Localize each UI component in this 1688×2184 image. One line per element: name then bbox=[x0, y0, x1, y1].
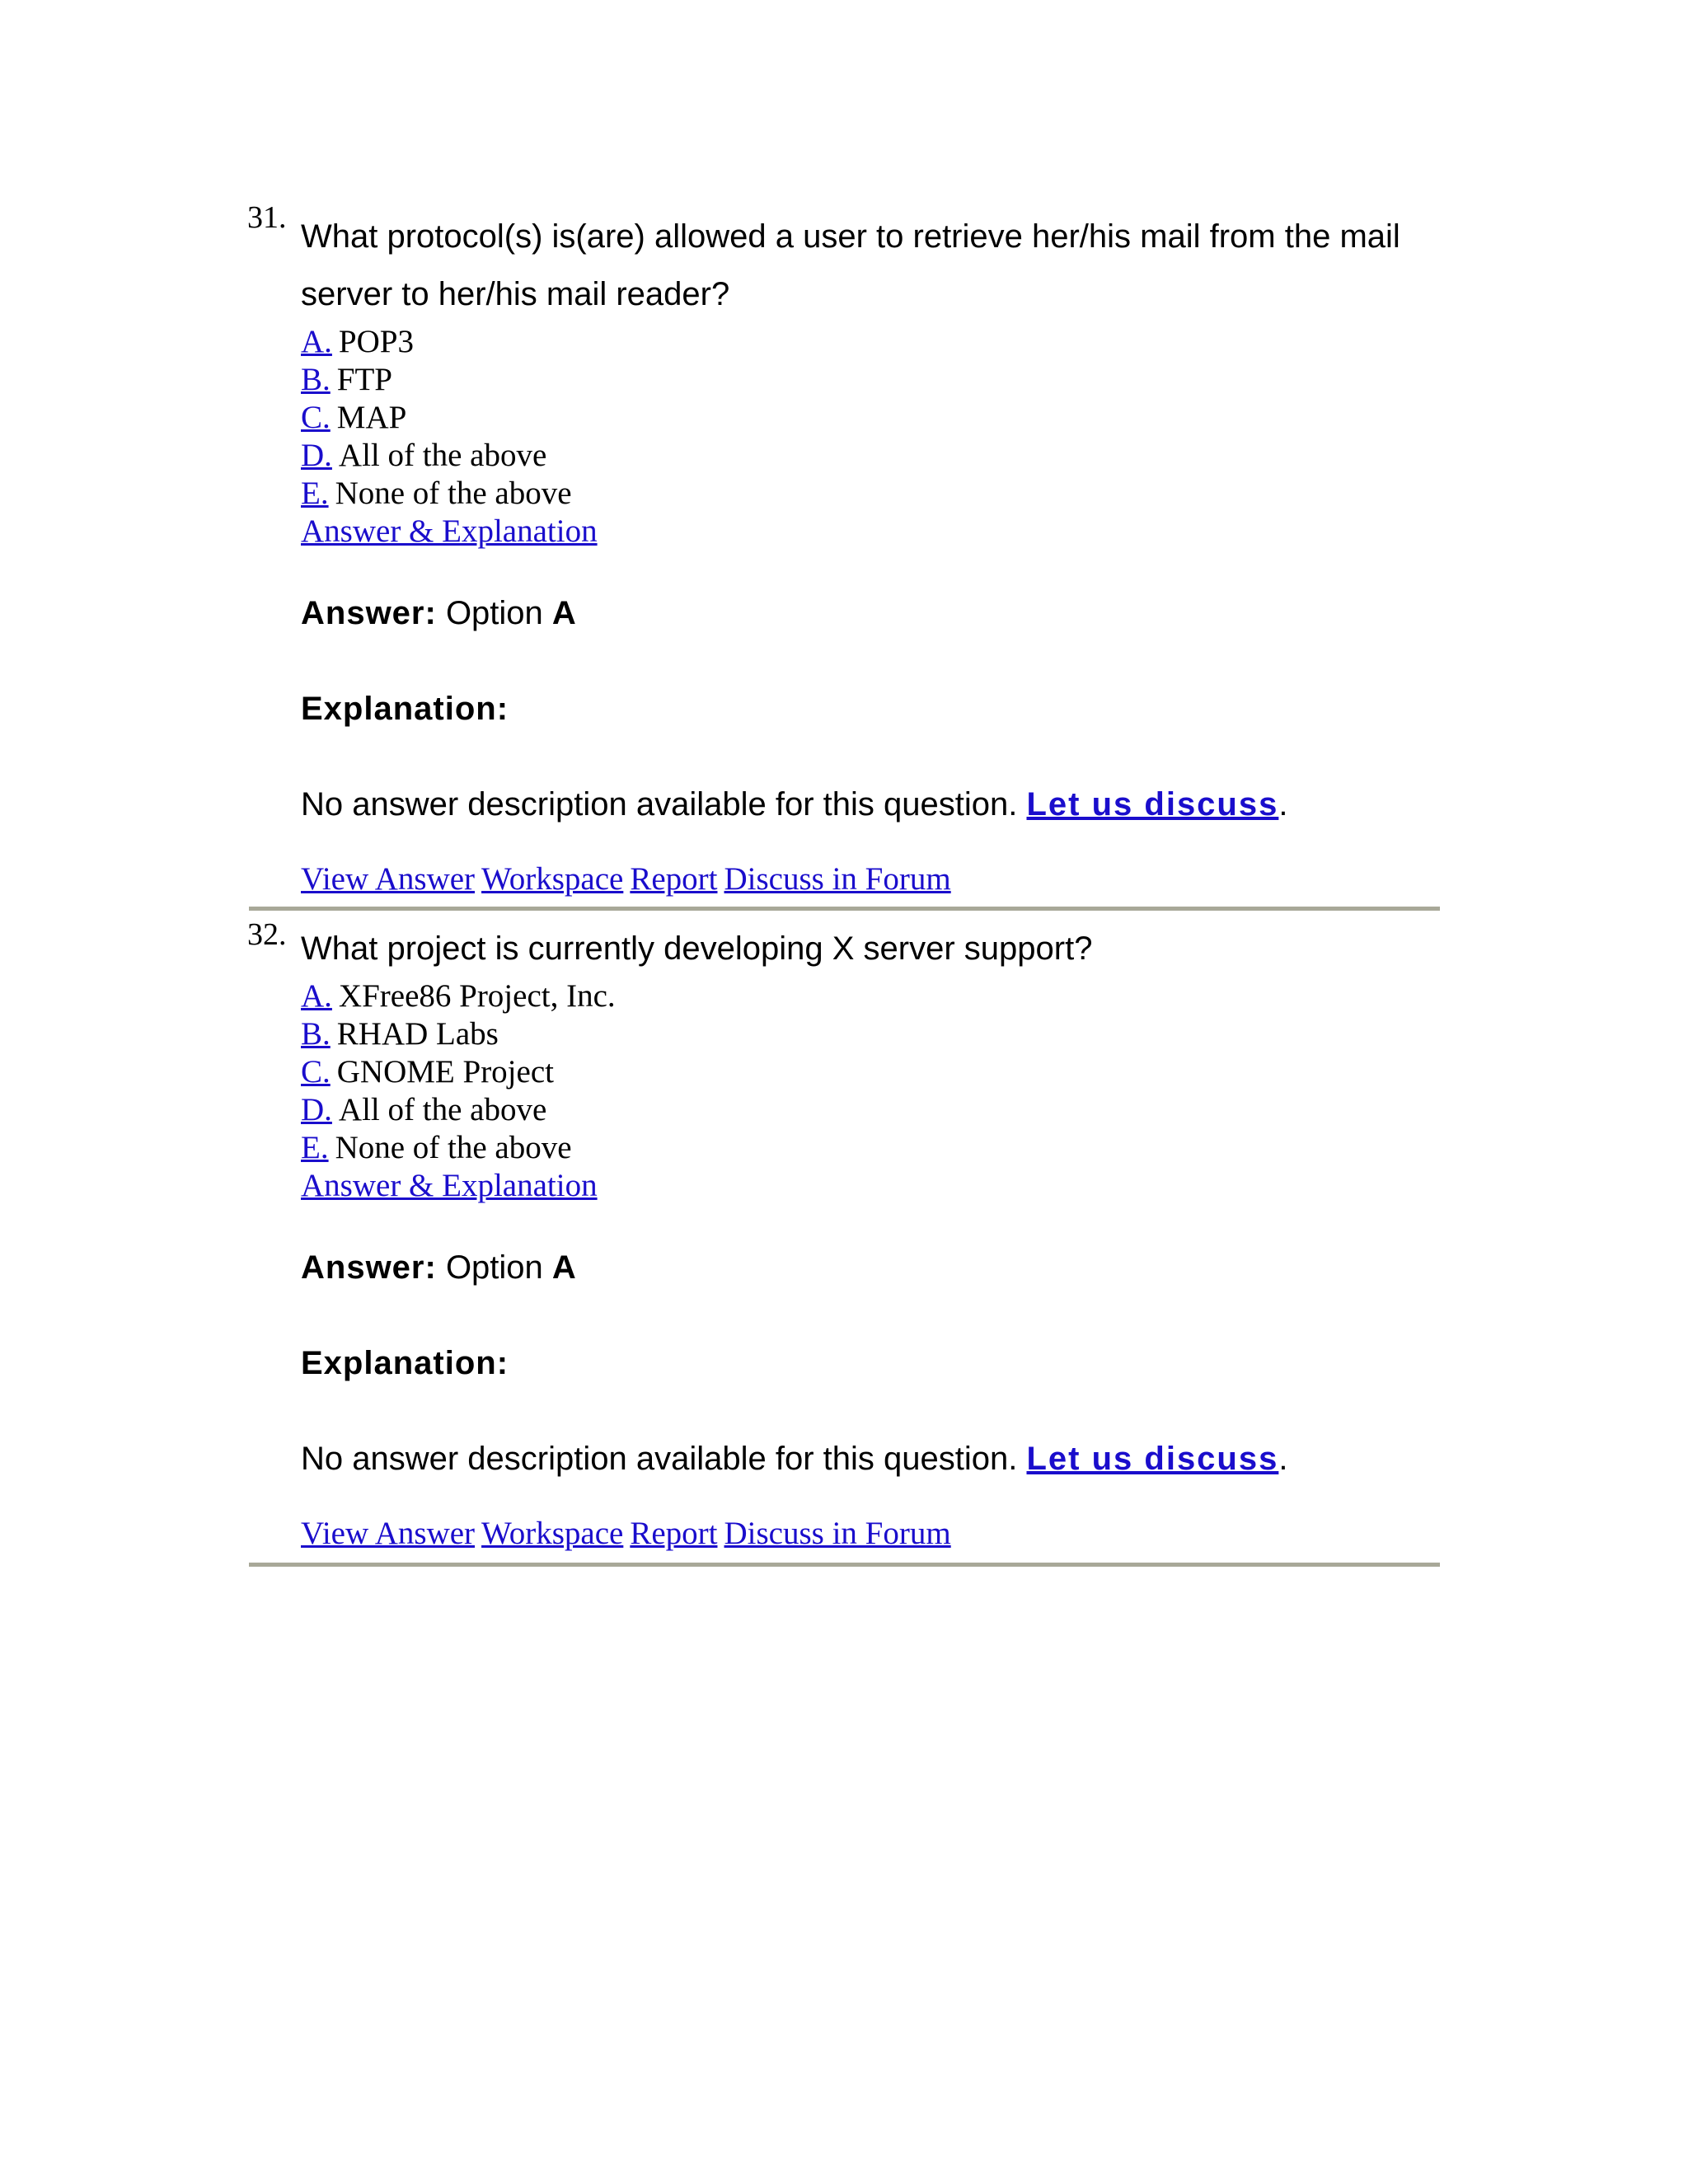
option-d-link[interactable]: D. bbox=[301, 1092, 332, 1127]
question-text bbox=[301, 920, 1440, 977]
option-e-link[interactable]: E. bbox=[301, 476, 329, 511]
answer-word: Option bbox=[445, 595, 543, 631]
question-text-line: What project is currently developing X server support? bbox=[301, 930, 1093, 967]
answer-explanation-link[interactable]: Answer & Explanation bbox=[301, 513, 598, 549]
option-c-link[interactable]: C. bbox=[301, 400, 331, 435]
options-list bbox=[301, 323, 1440, 513]
answer-line bbox=[301, 593, 1440, 633]
answer-word: Option bbox=[445, 1249, 543, 1286]
option-b bbox=[301, 1015, 1440, 1053]
answer-option: A bbox=[551, 595, 576, 631]
option-e bbox=[301, 475, 1440, 513]
question-text-line: What protocol(s) is(are) allowed a user to retrieve her/his mail from the mail bbox=[301, 218, 1400, 255]
option-a-text: POP3 bbox=[338, 324, 414, 359]
options-list bbox=[301, 977, 1440, 1167]
option-c bbox=[301, 399, 1440, 437]
option-e-link[interactable]: E. bbox=[301, 1130, 329, 1165]
view-answer-link[interactable]: View Answer bbox=[301, 861, 476, 897]
explanation-text: No answer description available for this question. bbox=[301, 786, 1018, 823]
workspace-link[interactable]: Workspace bbox=[481, 861, 624, 897]
question-text-line: server to her/his mail reader? bbox=[301, 276, 730, 312]
report-link[interactable]: Report bbox=[630, 861, 718, 897]
option-c bbox=[301, 1053, 1440, 1091]
option-b bbox=[301, 361, 1440, 399]
action-links bbox=[301, 860, 1440, 898]
question-body bbox=[301, 198, 1440, 898]
let-us-discuss-link[interactable]: Let us discuss bbox=[1026, 1441, 1279, 1477]
option-a bbox=[301, 323, 1440, 361]
option-d-link[interactable]: D. bbox=[301, 438, 332, 473]
option-c-text: GNOME Project bbox=[336, 1054, 554, 1090]
option-d bbox=[301, 437, 1440, 475]
view-answer-link[interactable]: View Answer bbox=[301, 1516, 476, 1551]
action-links bbox=[301, 1515, 1440, 1553]
question-divider bbox=[249, 1563, 1440, 1567]
answer-option: A bbox=[551, 1249, 576, 1286]
option-c-link[interactable]: C. bbox=[301, 1054, 331, 1090]
option-a-link[interactable]: A. bbox=[301, 324, 332, 359]
option-e bbox=[301, 1129, 1440, 1167]
explanation-label: Explanation: bbox=[301, 1345, 509, 1381]
question-number: 31. bbox=[247, 200, 287, 235]
option-b-text: FTP bbox=[336, 362, 392, 397]
option-a-text: XFree86 Project, Inc. bbox=[338, 978, 616, 1014]
explanation-text: No answer description available for this question. bbox=[301, 1441, 1018, 1477]
option-d-text: All of the above bbox=[338, 1092, 547, 1127]
option-b-text: RHAD Labs bbox=[336, 1016, 499, 1052]
period: . bbox=[1278, 786, 1288, 823]
explanation-text-line bbox=[301, 785, 1440, 824]
answer-line bbox=[301, 1248, 1440, 1287]
period: . bbox=[1278, 1441, 1288, 1477]
option-c-text: MAP bbox=[336, 400, 407, 435]
option-a bbox=[301, 977, 1440, 1015]
option-a-link[interactable]: A. bbox=[301, 978, 332, 1014]
answer-explanation-link[interactable]: Answer & Explanation bbox=[301, 1168, 598, 1203]
discuss-in-forum-link[interactable]: Discuss in Forum bbox=[724, 861, 951, 897]
answer-label: Answer: bbox=[301, 595, 437, 631]
option-d-text: All of the above bbox=[338, 438, 547, 473]
question-body bbox=[301, 915, 1440, 1553]
question-divider bbox=[249, 907, 1440, 911]
option-e-text: None of the above bbox=[335, 476, 572, 511]
question-text bbox=[301, 208, 1440, 323]
explanation-text-line bbox=[301, 1439, 1440, 1479]
option-d bbox=[301, 1091, 1440, 1129]
answer-label: Answer: bbox=[301, 1249, 437, 1286]
option-e-text: None of the above bbox=[335, 1130, 572, 1165]
option-b-link[interactable]: B. bbox=[301, 362, 331, 397]
explanation-label: Explanation: bbox=[301, 691, 509, 727]
let-us-discuss-link[interactable]: Let us discuss bbox=[1026, 786, 1279, 823]
workspace-link[interactable]: Workspace bbox=[481, 1516, 624, 1551]
option-b-link[interactable]: B. bbox=[301, 1016, 331, 1052]
discuss-in-forum-link[interactable]: Discuss in Forum bbox=[724, 1516, 951, 1551]
report-link[interactable]: Report bbox=[630, 1516, 718, 1551]
question-number: 32. bbox=[247, 917, 287, 952]
